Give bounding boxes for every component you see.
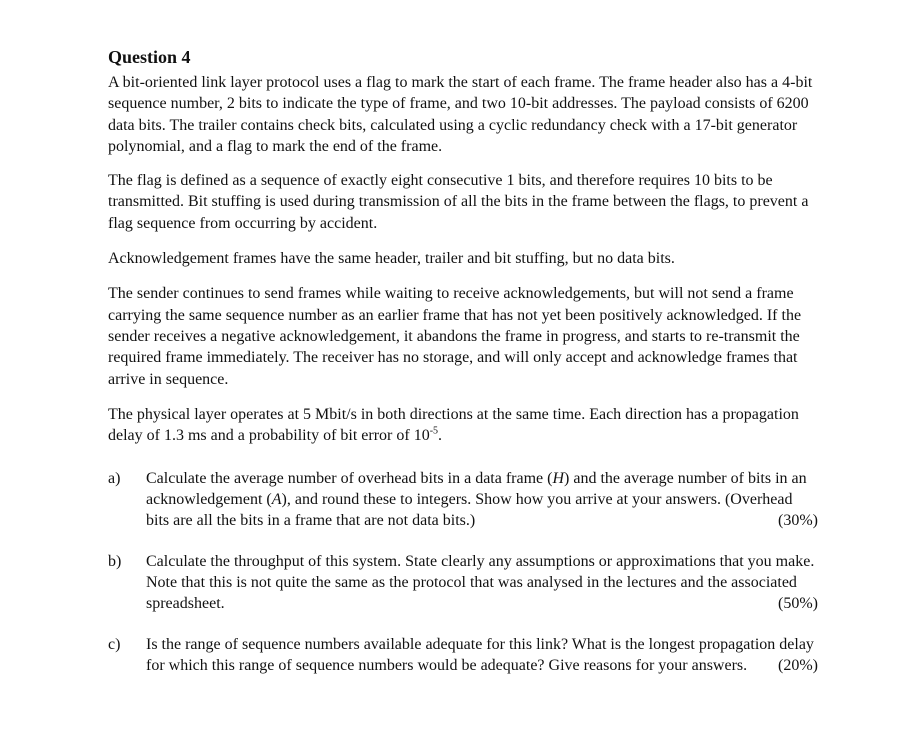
part-b [108, 551, 820, 614]
part-c-marks: (20%) [778, 657, 818, 675]
part-a-text-2: ) and the average number of bits in an acknowledgement ( [146, 470, 807, 509]
part-a-marks: (30%) [778, 512, 818, 530]
bit-error-exponent: -5 [429, 425, 439, 437]
physical-layer-end: . [438, 427, 443, 445]
paragraph-frame-format: A bit-oriented link layer protocol uses a flag to mark the start of each frame. The frame header also has a 4-bit sequence number, 2 bits to indicate the type of frame, and two 10-bit addresses. The payload consists of 6200 data bits. The trailer contains check bits, calculated using a cyclic redundancy check with a 17-bit generator polynomial, and a flag to mark the end of the frame. [108, 74, 813, 155]
paragraph-acknowledgement: Acknowledgement frames have the same header, trailer and bit stuffing, but no data bits. [108, 250, 675, 268]
paragraph-flag-definition: The flag is defined as a sequence of exactly eight consecutive 1 bits, and therefore requires 10 bits to be transmitted. Bit stuffing is used during transmission of all the bits in the frame between the flags, to prevent a flag sequence from occurring by accident. [108, 172, 809, 232]
question-page [108, 46, 820, 676]
paragraph-sender-behaviour: The sender continues to send frames while waiting to receive acknowledgements, but will not send a frame carrying the same sequence number as an earlier frame that has not yet been positively acknowledged. If the sender receives a negative acknowledgement, it abandons the frame in progress, and starts to re-transmit the required frame immediately. The receiver has no storage, and will only accept and acknowledge frames that arrive in sequence. [108, 285, 802, 388]
part-b-text-content: Calculate the throughput of this system. State clearly any assumptions or approximations that you make. Note that this is not quite the same as the protocol that was analysed in the lectures and the associated spreadsheet. [146, 553, 815, 613]
part-a-label: a) [108, 470, 121, 488]
part-b-label: b) [108, 553, 122, 571]
paragraph-physical-layer [108, 404, 820, 447]
part-a-text [146, 468, 818, 531]
question-title: Question 4 [108, 47, 191, 67]
part-c-text-content: Is the range of sequence numbers available adequate for this link? What is the longest propagation delay for which this range of sequence numbers would be adequate? Give reasons for your answers. [146, 636, 814, 675]
variable-h: H [552, 470, 565, 488]
part-b-text [146, 551, 818, 614]
part-c [108, 634, 820, 676]
part-a [108, 468, 820, 531]
part-c-label: c) [108, 636, 121, 654]
physical-layer-text: The physical layer operates at 5 Mbit/s in both directions at the same time. Each direction has a propagation delay of 1.3 ms and a probability of bit error of 10 [108, 405, 799, 445]
part-a-text-3: ), and round these to integers. Show how you arrive at your answers. (Overhead bits are all the bits in a frame that are not data bits.) [146, 491, 793, 530]
part-c-text [146, 634, 818, 676]
variable-a: A [271, 491, 282, 509]
part-b-marks: (50%) [778, 595, 818, 613]
part-a-text-1: Calculate the average number of overhead bits in a data frame ( [146, 470, 553, 488]
